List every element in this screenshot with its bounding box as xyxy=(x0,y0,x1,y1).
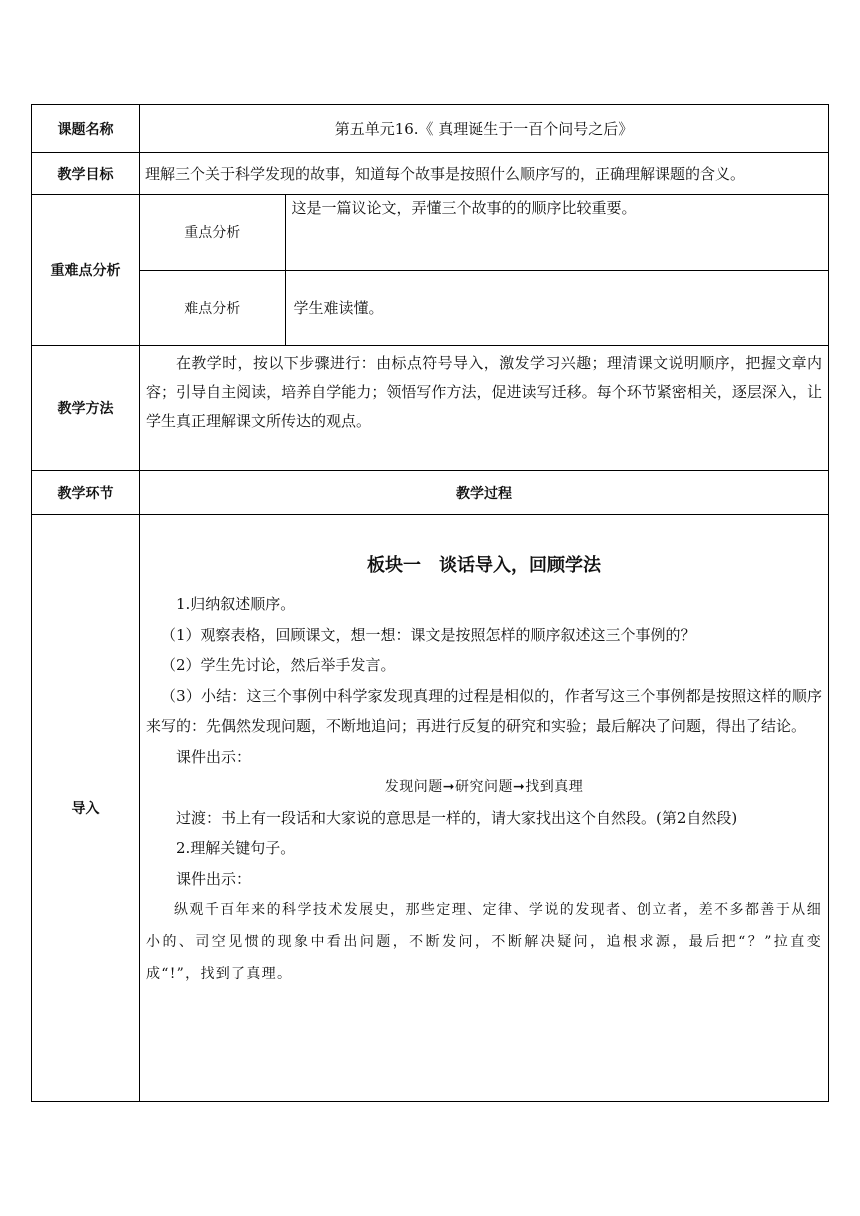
goal-label: 教学目标 xyxy=(32,153,140,195)
quote-paragraph: 纵观千百年来的科学技术发展史，那些定理、定律、学说的发现者、创立者，差不多都善于从细小的、司空见惯的现象中看出问题，不断发问，不断解决疑问，追根求源，最后把“？”拉直变成“!”，找到了真理。 xyxy=(146,902,822,982)
difficulty-label: 重难点分析 xyxy=(32,195,140,346)
process-paragraph: 2.理解关键句子。 xyxy=(176,839,296,857)
goal-value: 理解三个关于科学发现的故事，知道每个故事是按照什么顺序写的，正确理解课题的含义。 xyxy=(140,153,829,195)
difficulty-cell xyxy=(140,195,829,346)
method-cell xyxy=(140,346,829,471)
key-value: 这是一篇议论文，弄懂三个故事的的顺序比较重要。 xyxy=(285,195,828,270)
process-paragraph: 过渡：书上有一段话和大家说的意思是一样的，请大家找出这个自然段。(第2自然段) xyxy=(176,808,738,827)
process-paragraph: 课件出示： xyxy=(176,869,252,888)
key-label: 重点分析 xyxy=(140,195,285,270)
topic-label: 课题名称 xyxy=(32,105,140,153)
row-method xyxy=(32,346,829,471)
block-title: 板块一 谈话导入，回顾学法 xyxy=(367,555,601,576)
row-stage-header xyxy=(32,471,829,515)
lesson-plan xyxy=(31,104,828,1102)
row-difficulty xyxy=(32,195,829,346)
intro-label: 导入 xyxy=(32,515,140,1102)
stage-label: 教学环节 xyxy=(32,471,140,515)
process-paragraph: 课件出示： xyxy=(176,747,252,766)
process-label: 教学过程 xyxy=(140,471,829,515)
method-value: 在教学时，按以下步骤进行：由标点符号导入，激发学习兴趣；理清课文说明顺序，把握文章内容；引导自主阅读，培养自学能力；领悟写作方法，促进读写迁移。每个环节紧密相关，逐层深入，让学生真正理解课文所传达的观点。 xyxy=(146,354,822,430)
hard-value: 学生难读懂。 xyxy=(285,270,828,345)
process-paragraph: 1.归纳叙述顺序。 xyxy=(176,595,296,613)
hard-label: 难点分析 xyxy=(140,270,285,345)
lesson-plan-table xyxy=(31,104,829,1102)
process-paragraph: （3）小结：这三个事例中科学家发现真理的过程是相似的，作者写这三个事例都是按照这样的顺序来写的：先偶然发现问题，不断地追问；再进行反复的研究和实验；最后解决了问题，得出了结论。 xyxy=(146,686,822,735)
topic-value: 第五单元16.《 真理诞生于一百个问号之后》 xyxy=(140,105,829,153)
row-topic xyxy=(32,105,829,153)
flow-sequence: 发现问题➞研究问题➞找到真理 xyxy=(384,779,584,795)
method-label: 教学方法 xyxy=(32,346,140,471)
process-paragraph: （2）学生先讨论，然后举手发言。 xyxy=(161,656,396,674)
process-paragraph: （1）观察表格，回顾课文，想一想：课文是按照怎样的顺序叙述这三个事例的？ xyxy=(161,625,696,644)
row-intro xyxy=(32,515,829,1102)
process-cell xyxy=(140,515,829,1102)
hard-row xyxy=(140,270,828,345)
key-row xyxy=(140,195,828,270)
row-goal xyxy=(32,153,829,195)
difficulty-subtable xyxy=(140,195,828,345)
